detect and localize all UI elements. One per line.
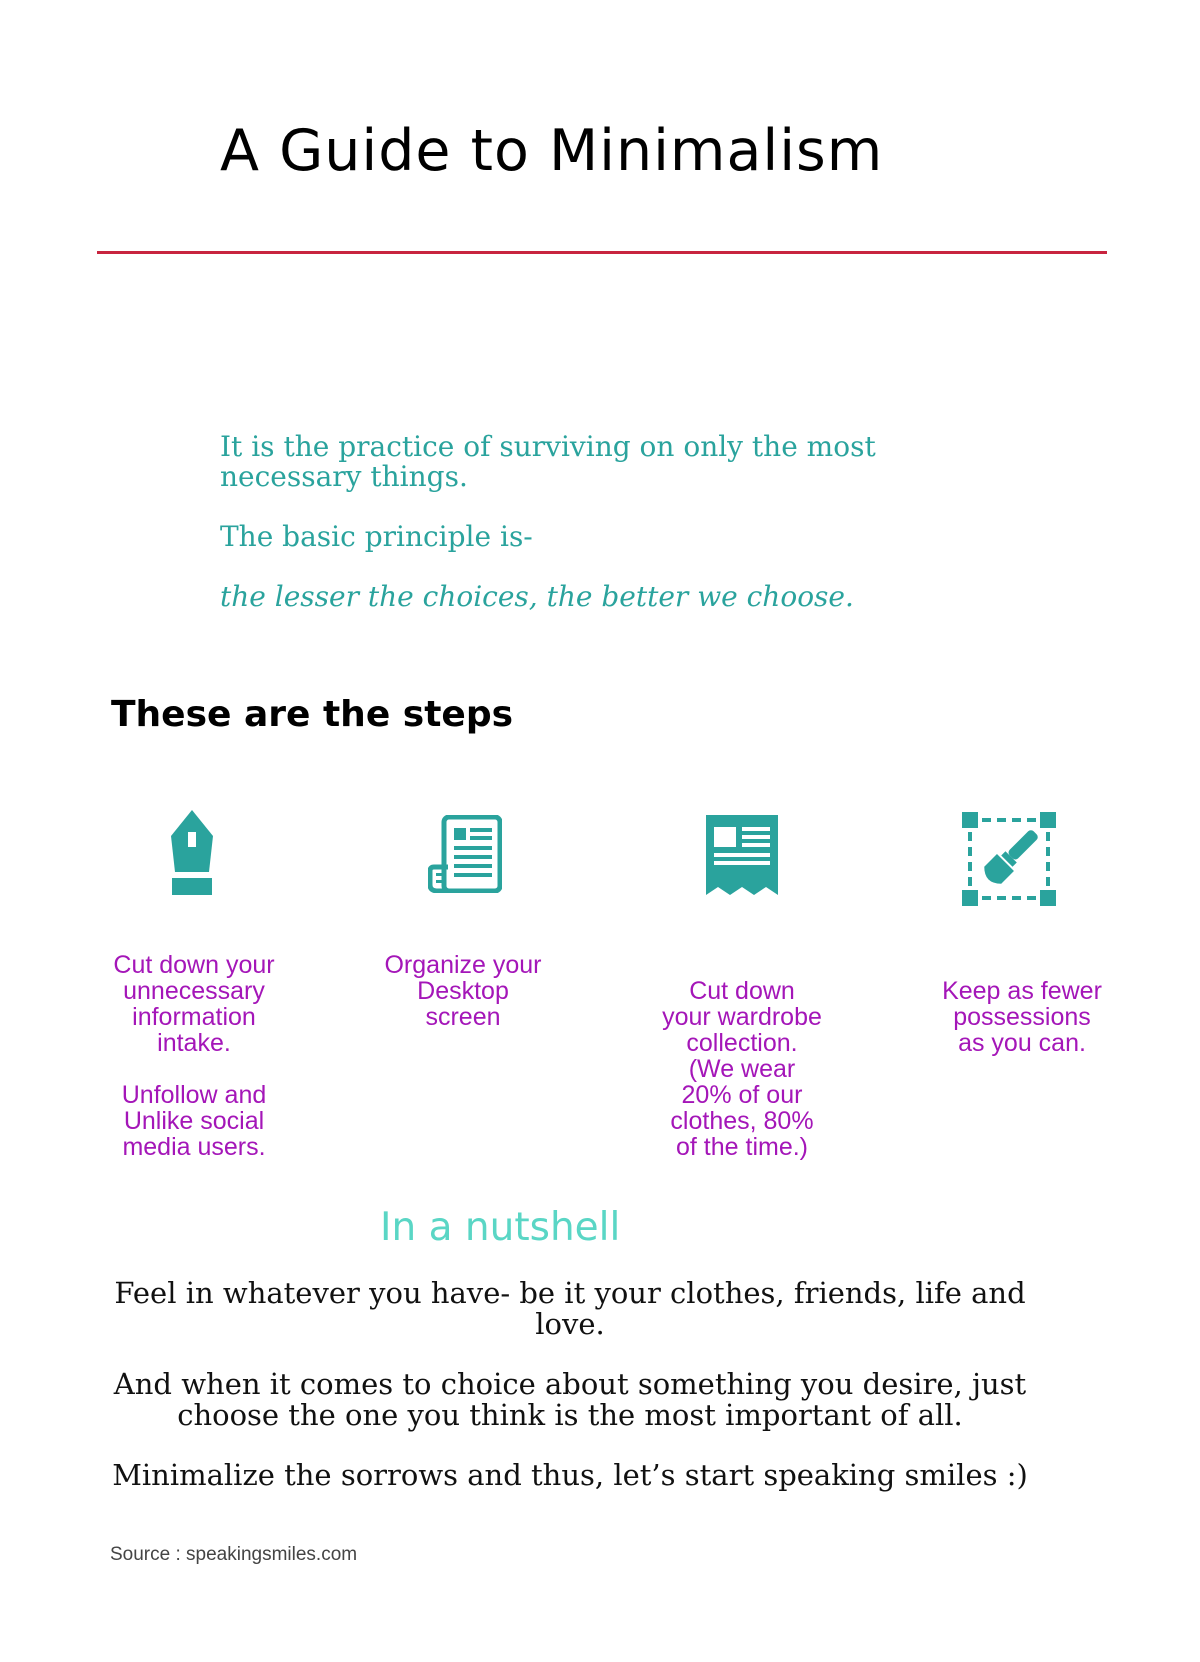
paint-brush-selection-icon (962, 812, 1056, 906)
page-title: A Guide to Minimalism (220, 118, 884, 184)
summary-line-2: And when it comes to choice about something you desire, just choose the one you think is the most important of all. (113, 1367, 1027, 1432)
pen-nib-icon (166, 810, 218, 896)
nutshell-heading: In a nutshell (380, 1205, 621, 1250)
summary-line-1: Feel in whatever you have- be it your clothes, friends, life and love. (114, 1276, 1026, 1341)
title-divider (97, 251, 1107, 254)
step-1-text (104, 952, 284, 1160)
intro-principle-label: The basic principle is- (220, 520, 533, 553)
step-3-line-1: Cut down your wardrobe collection. (We wear 20% of our clothes, 80% of the time.) (662, 977, 822, 1161)
step-3-text (662, 978, 822, 1160)
step-1-line-2: Unfollow and Unlike social media users. (121, 1081, 267, 1161)
source-credit: Source : speakingsmiles.com (110, 1544, 358, 1565)
intro-definition: It is the practice of surviving on only the most necessary things. (220, 430, 876, 493)
newspaper-icon (428, 815, 502, 893)
step-4-text (942, 978, 1102, 1056)
step-2-text (378, 952, 548, 1030)
summary-section (100, 1278, 1040, 1520)
receipt-icon (706, 815, 778, 897)
step-1-line-1: Cut down your unnecessary information intake. (113, 951, 275, 1057)
step-2-line-1: Organize your Desktop screen (384, 951, 542, 1031)
summary-line-3: Minimalize the sorrows and thus, let’s start speaking smiles :) (112, 1458, 1028, 1492)
step-4-line-1: Keep as fewer possessions as you can. (942, 977, 1102, 1057)
steps-heading: These are the steps (111, 694, 514, 735)
intro-principle: the lesser the choices, the better we choose. (220, 580, 854, 613)
intro-section (220, 432, 980, 612)
